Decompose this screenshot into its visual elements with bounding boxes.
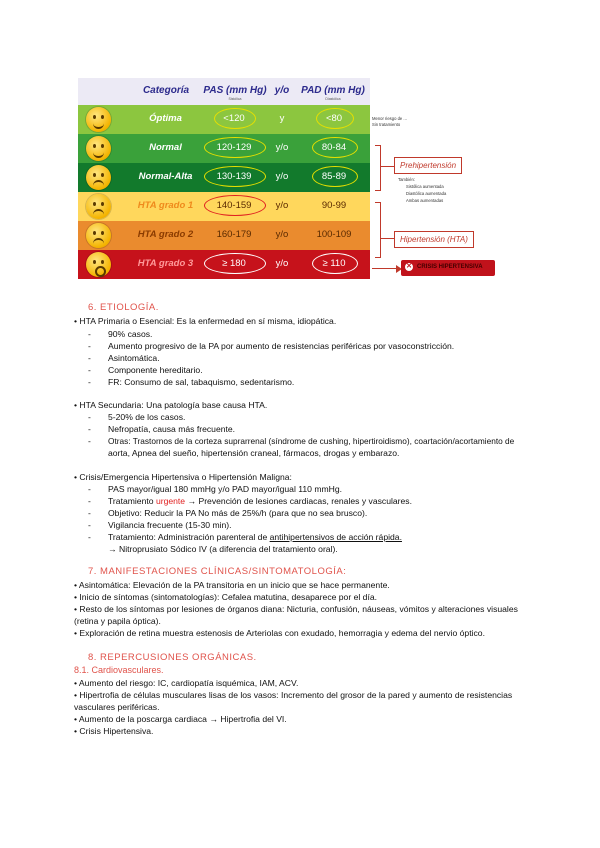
row-normal-alta (78, 163, 370, 192)
row-yo: y/o (275, 142, 289, 153)
row-pad: 80-84 (321, 142, 347, 153)
optima-note-1: Menor riesgo de ... (372, 116, 407, 121)
row-normal (78, 134, 370, 163)
row-categoria: HTA grado 2 (137, 229, 194, 240)
s7-line: • Inicio de síntomas (sintomatologías): Cefalea matutina, desaparece por el día. (74, 592, 377, 602)
row-pad: ≥ 110 (322, 258, 346, 269)
s7-line: • Asintomática: Elevación de la PA transitoria en un inicio que se hace permanente. (74, 580, 390, 590)
worried-face-icon (86, 165, 111, 190)
list-item: Vigilancia frecuente (15-30 min). (108, 520, 232, 530)
crisis-label: CRISIS HIPERTENSIVA (417, 264, 483, 270)
note-sistolica: Sistólica aumentada (406, 184, 444, 189)
list-item-parenteral (108, 532, 402, 542)
list-item: Otras: Trastornos de la corteza suprarrenal (síndrome de cushing, hipertiroidismo), coartación/acortamiento de (108, 436, 515, 446)
tratamiento-label: Tratamiento (108, 496, 154, 506)
header-pad: PAD (mm Hg) (301, 85, 365, 96)
anxious-face-icon (86, 194, 111, 219)
list-item: FR: Consumo de sal, tabaquismo, sedentarismo. (108, 377, 295, 387)
s7-line: • Exploración de retina muestra estenosis de Arteriolas con exudado, hemorragia y edema del nervio óptico. (74, 628, 485, 638)
list-item: 5-20% de los casos. (108, 412, 186, 422)
list-item: Nefropatía, causa más frecuente. (108, 424, 236, 434)
s8-line: • Aumento de la poscarga cardiaca → Hipertrofia del VI. (74, 714, 287, 724)
smiling-face-icon (86, 107, 111, 132)
close-circle-icon: ✕ (406, 263, 412, 270)
note-diastolica: Diastólica aumentada (406, 191, 447, 196)
row-hta-grado-3 (78, 250, 370, 279)
crisis-line: • Crisis/Emergencia Hipertensiva o Hipertensión Maligna: (74, 472, 292, 482)
list-item-continued: → Nitroprusiato Sódico IV (a diferencia del tratamiento oral). (108, 544, 338, 554)
row-pad: 90-99 (321, 200, 347, 211)
list-item-continued: aorta, Apnea del sueño, hipertensión craneal, fármacos, drogas y embarazo. (108, 448, 400, 458)
row-categoria: Normal-Alta (138, 171, 193, 182)
section-7-heading: 7. MANIFESTACIONES CLÍNICAS/SINTOMATOLOGÍA: (88, 566, 347, 577)
screaming-face-icon (86, 252, 111, 277)
section-6-heading: 6. ETIOLOGÍA. (88, 302, 159, 313)
row-pad: <80 (325, 113, 343, 124)
s7-line: (retina y papila óptica). (74, 616, 161, 626)
row-pas: 120-129 (216, 142, 252, 153)
bracket-hta-bottom (375, 257, 381, 258)
antihipertensivos-underlined: antihipertensivos de acción rápida. (269, 532, 402, 542)
s7-line: • Resto de los síntomas por lesiones de órganos diana: Nicturia, confusión, náuseas, vómitos y alteraciones visuales (74, 604, 518, 614)
row-categoria: Normal (149, 142, 182, 153)
row-hta-grado-1 (78, 192, 370, 221)
parenteral-label: Tratamiento: Administración parenteral de (108, 532, 268, 542)
section-8-1-heading: 8.1. Cardiovasculares. (74, 665, 164, 675)
blood-pressure-table (78, 78, 370, 287)
row-yo: y/o (275, 229, 289, 240)
s8-line: • Crisis Hipertensiva. (74, 726, 154, 736)
list-item: Aumento progresivo de la PA por aumento de resistencias periféricas por vasoconstricción. (108, 341, 455, 351)
tratamiento-rest: → Prevención de lesiones cardiacas, renales y vasculares. (187, 496, 412, 506)
bracket-hipertension (380, 202, 381, 258)
header-pas: PAS (mm Hg) (203, 85, 267, 96)
bracket-hta-top (375, 202, 381, 203)
bracket-hta-connector (380, 238, 394, 239)
bracket-connector (380, 166, 394, 167)
s8-line: vasculares periféricas. (74, 702, 160, 712)
row-categoria: HTA grado 3 (137, 258, 194, 269)
optima-note-2: Sin tratamiento (372, 122, 401, 127)
section-8-heading: 8. REPERCUSIONES ORGÁNICAS. (88, 652, 257, 663)
hipertension-label: Hipertensión (HTA) (394, 231, 474, 248)
list-item: 90% casos. (108, 329, 153, 339)
happy-face-icon (86, 136, 111, 161)
note-ambas: Ambas aumentadas (406, 198, 444, 203)
primaria-line: • HTA Primaria o Esencial: Es la enfermedad en sí misma, idiopática. (74, 316, 337, 326)
list-item: Objetivo: Reducir la PA No más de 25%/h (para que no sea brusco). (108, 508, 368, 518)
crisis-hipertensiva-box (401, 260, 495, 276)
table-header (78, 78, 370, 105)
urgente-highlight: urgente (155, 496, 186, 506)
header-categoria: Categoría (142, 85, 190, 96)
row-pad: 100-109 (316, 229, 352, 240)
row-yo: y/o (275, 171, 289, 182)
bracket-top (375, 145, 381, 146)
row-yo: y (279, 113, 285, 124)
fearful-face-icon (86, 223, 111, 248)
row-hta-grado-2 (78, 221, 370, 250)
list-item: Asintomática. (108, 353, 160, 363)
prehipertension-label: Prehipertensión (394, 157, 462, 174)
row-categoria: Óptima (149, 113, 182, 124)
list-item-tratamiento (108, 496, 412, 506)
row-pas: 140-159 (216, 200, 252, 211)
list-item: Componente hereditario. (108, 365, 203, 375)
row-pas: ≥ 180 (222, 258, 246, 269)
row-categoria: HTA grado 1 (137, 200, 194, 211)
s8-line: • Hipertrofia de células musculares lisas de los vasos: Incremento del grosor de la pared y aumento de resistencias (74, 690, 513, 700)
row-pas: <120 (223, 113, 245, 124)
row-pas: 130-139 (216, 171, 252, 182)
tambien-label: También: (398, 177, 415, 182)
row-pad: 85-89 (321, 171, 347, 182)
secundaria-line: • HTA Secundaria: Una patología base causa HTA. (74, 400, 268, 410)
header-pas-sub: Sistólica (228, 97, 242, 101)
header-pad-sub: Diastólica (325, 97, 341, 101)
row-pas: 160-179 (216, 229, 252, 240)
list-item: PAS mayor/igual 180 mmHg y/o PAD mayor/igual 110 mmHg. (108, 484, 343, 494)
header-yo: y/o (274, 85, 290, 96)
bracket-prehipertension (380, 145, 381, 191)
s8-line: • Aumento del riesgo: IC, cardiopatía isquémica, IAM, ACV. (74, 678, 299, 688)
row-yo: y/o (275, 200, 289, 211)
row-optima (78, 105, 370, 134)
bracket-bottom (375, 190, 381, 191)
row-yo: y/o (275, 258, 289, 269)
